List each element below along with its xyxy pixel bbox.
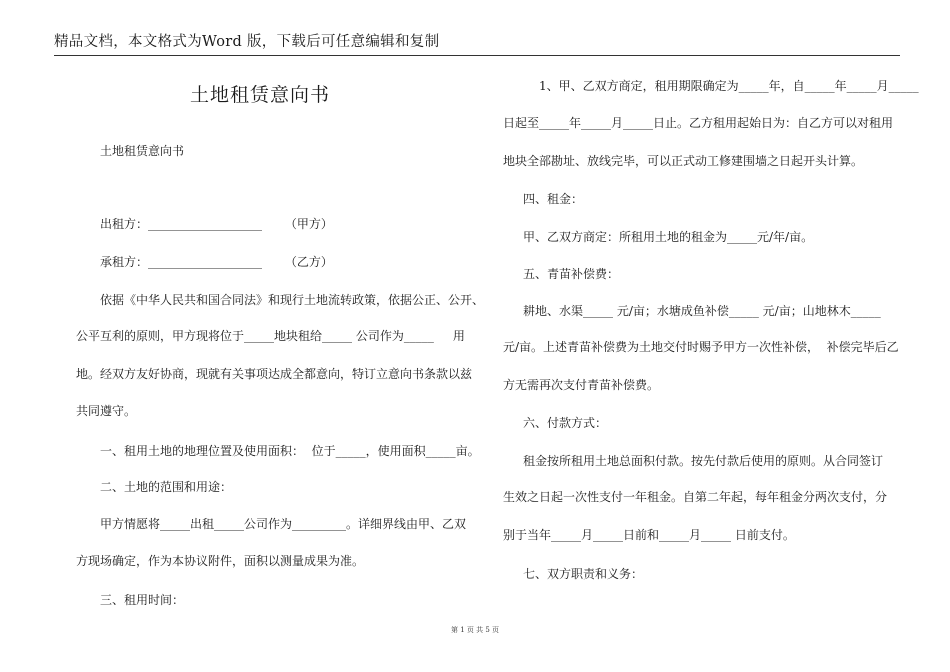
text-line: 方无需再次支付青苗补偿费。 — [503, 378, 660, 392]
lessor-line: 出租方：___________________ （甲方） — [100, 217, 333, 231]
page-number: 第 1 页 共 5 页 — [450, 626, 500, 634]
section-heading: 一、租用土地的地理位置及使用面积： 位于_____，使用面积_____亩。 — [100, 444, 480, 458]
text-line: 依据《中华人民共和国合同法》和现行土地流转政策，依据公正、公开、 — [100, 293, 485, 307]
section-heading: 三、租用时间： — [100, 593, 185, 607]
section-heading: 七、双方职责和义务： — [523, 567, 644, 581]
header-divider — [54, 55, 900, 56]
text-line: 生效之日起一次性支付一年租金。自第二年起，每年租金分两次支付，分 — [503, 490, 888, 504]
section-heading: 六、付款方式： — [523, 416, 608, 430]
text-line: 共同遵守。 — [76, 404, 137, 418]
section-heading: 二、土地的范围和用途： — [100, 480, 233, 494]
text-line: 甲方情愿将_____出租_____公司作为_________。详细界线由甲、乙双 — [100, 517, 467, 531]
text-line: 耕地、水渠_____ 元/亩；水塘成鱼补偿_____ 元/亩；山地林木_____ — [523, 304, 881, 318]
text-line: 别于当年_____月_____日前和_____月_____ 日前支付。 — [503, 528, 795, 542]
document-title: 土地租赁意向书 — [190, 84, 331, 106]
text-line: 租金按所租用土地总面积付款。按先付款后使用的原则。从合同签订 — [523, 454, 884, 468]
text-line: 甲、乙双方商定：所租用土地的租金为_____元/年/亩。 — [523, 230, 814, 244]
text-line: 1、甲、乙双方商定，租用期限确定为_____年，自_____年_____月_____ — [539, 79, 919, 93]
text-line: 元/亩。上述青苗补偿费为土地交付时赐予甲方一次性补偿， 补偿完毕后乙 — [503, 340, 899, 354]
subtitle-line: 土地租赁意向书 — [100, 144, 185, 158]
document-header: 精品文档，本文格式为Word 版，下载后可任意编辑和复制 — [54, 34, 440, 50]
text-line: 公平互利的原则，甲方现将位于_____地块租给_____ 公司作为_____ 用 — [76, 329, 465, 343]
text-line: 方现场确定，作为本协议附件，面积以测量成果为准。 — [76, 554, 365, 568]
text-line: 地。经双方友好协商，现就有关事项达成全都意向，特订立意向书条款以兹 — [76, 367, 473, 381]
text-line: 日起至_____年_____月_____日止。乙方租用起始日为：自乙方可以对租用 — [503, 116, 894, 130]
section-heading: 五、青苗补偿费： — [523, 267, 620, 281]
section-heading: 四、租金： — [523, 192, 584, 206]
text-line: 地块全部勘址、放线完毕，可以正式动工修建围墙之日起开头计算。 — [503, 154, 864, 168]
lessee-line: 承租方：___________________ （乙方） — [100, 255, 333, 269]
